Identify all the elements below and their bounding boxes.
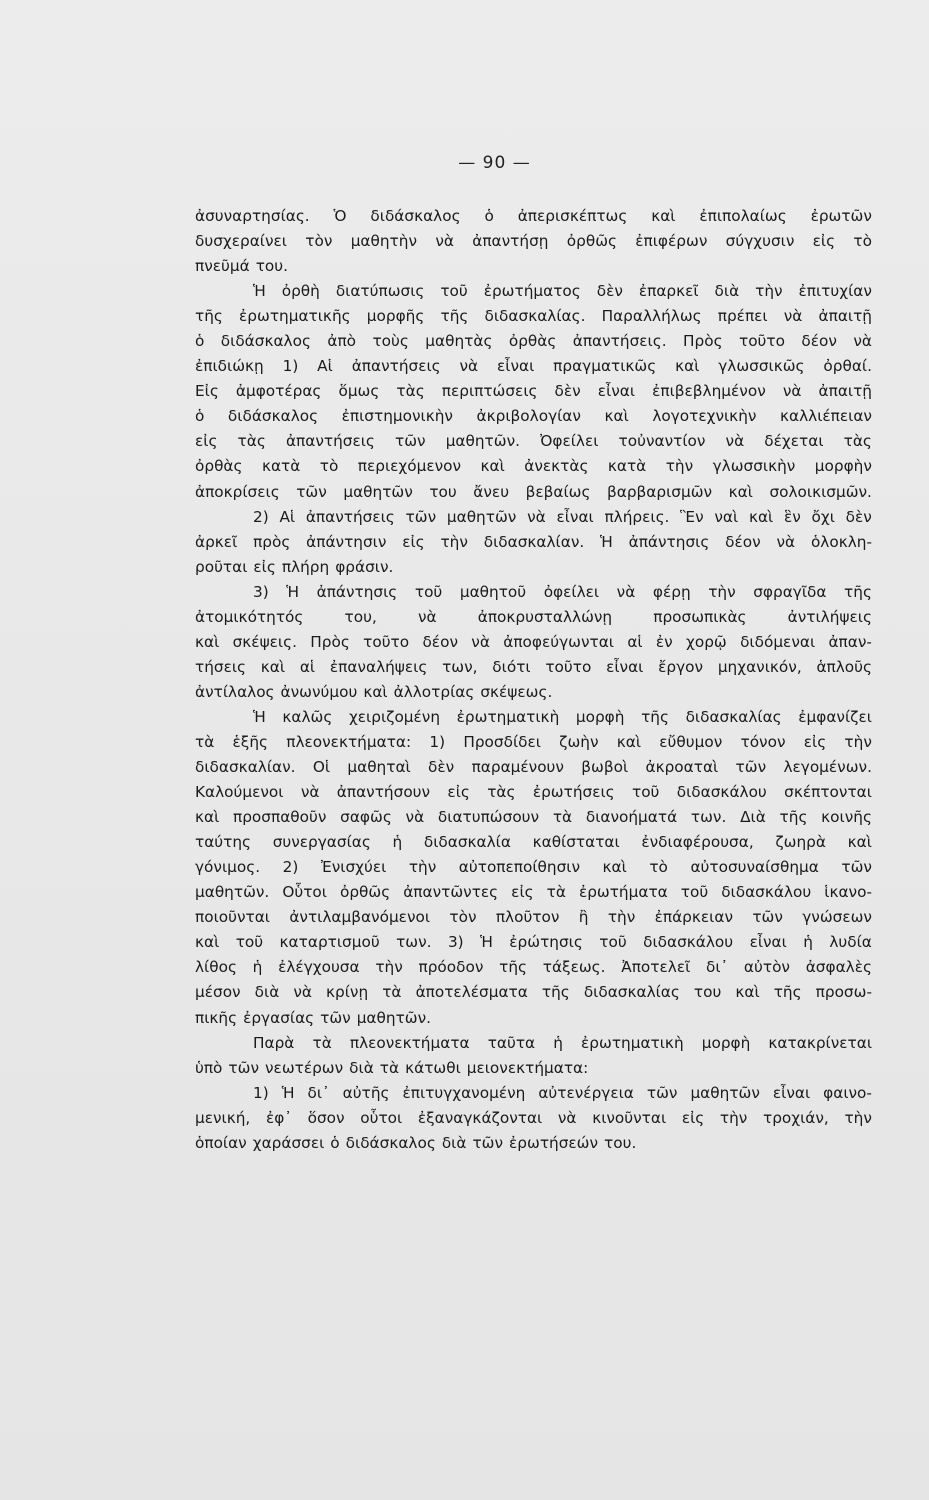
text-line: 2) Αἱ ἀπαντήσεις τῶν μαθητῶν νὰ εἶναι πλήρεις. Ἓν ναὶ καὶ ἓν ὄχι δὲν (253, 507, 872, 526)
text-line: Ἡ καλῶς χειριζομένη ἐρωτηματικὴ μορφὴ τῆς διδασκαλίας ἐμφανίζει (253, 707, 872, 726)
text-line: καὶ τοῦ καταρτισμοῦ των. 3) Ἡ ἐρώτησις τοῦ διδασκάλου εἶναι ἡ λυδία (195, 933, 872, 952)
text-line: Ἡ ὀρθὴ διατύπωσις τοῦ ἐρωτήματος δὲν ἐπαρκεῖ διὰ τὴν ἐπιτυχίαν (253, 282, 872, 301)
text-line: ὁ διδάσκαλος ἀπὸ τοὺς μαθητὰς ὀρθὰς ἀπαντήσεις. Πρὸς τοῦτο δέον νὰ (195, 332, 872, 351)
text-line: γόνιμος. 2) Ἐνισχύει τὴν αὐτοπεποίθησιν καὶ τὸ αὐτοσυναίσθημα τῶν (195, 858, 872, 877)
text-line: ἀντίλαλος ἀνωνύμου καὶ ἀλλοτρίας σκέψεως. (195, 682, 553, 701)
text-line: ἐπιδιώκῃ 1) Αἱ ἀπαντήσεις νὰ εἶναι πραγματικῶς καὶ γλωσσικῶς ὀρθαί. (195, 357, 872, 376)
page-number: — 90 — (458, 153, 531, 173)
text-line: Εἰς ἀμφοτέρας ὅμως τὰς περιπτώσεις δὲν εἶναι ἐπιβεβλημένον νὰ ἀπαιτῇ (195, 382, 872, 401)
text-line: ροῦται εἰς πλήρη φράσιν. (195, 557, 394, 576)
text-line: τῆς ἐρωτηματικῆς μορφῆς τῆς διδασκαλίας. Παραλλήλως πρέπει νὰ ἀπαιτῇ (195, 307, 872, 326)
text-line: ὀρθὰς κατὰ τὸ περιεχόμενον καὶ ἀνεκτὰς κατὰ τὴν γλωσσικὴν μορφὴν (195, 457, 872, 476)
text-line: πικῆς ἐργασίας τῶν μαθητῶν. (195, 1008, 431, 1027)
text-line: ἀσυναρτησίας. Ὁ διδάσκαλος ὁ ἀπερισκέπτως καὶ ἐπιπολαίως ἐρωτῶν (195, 207, 872, 225)
text-line: 1) Ἡ δι᾿ αὐτῆς ἐπιτυγχανομένη αὐτενέργεια τῶν μαθητῶν εἶναι φαινο- (253, 1083, 872, 1102)
text-line: ὁποίαν χαράσσει ὁ διδάσκαλος διὰ τῶν ἐρωτήσεών του. (195, 1133, 637, 1152)
text-line: ταύτης συνεργασίας ἡ διδασκαλία καθίσταται ἐνδιαφέρουσα, ζωηρὰ καὶ (195, 833, 872, 852)
text-line: ἀτομικότητός του, νὰ ἀποκρυσταλλώνῃ προσωπικὰς ἀντιλήψεις (195, 607, 872, 626)
text-line: Παρὰ τὰ πλεονεκτήματα ταῦτα ἡ ἐρωτηματικὴ μορφὴ κατακρίνεται (253, 1033, 872, 1052)
text-line: ὑπὸ τῶν νεωτέρων διὰ τὰ κάτωθι μειονεκτήματα: (195, 1058, 589, 1077)
text-line: τήσεις καὶ αἱ ἐπαναλήψεις των, διότι τοῦτο εἶναι ἔργον μηχανικόν, ἁπλοῦς (195, 657, 872, 676)
body-text (195, 204, 872, 1156)
text-line: Καλούμενοι νὰ ἀπαντήσουν εἰς τὰς ἐρωτήσεις τοῦ διδασκάλου σκέπτονται (195, 783, 872, 802)
text-line: ἀρκεῖ πρὸς ἀπάντησιν εἰς τὴν διδασκαλίαν. Ἡ ἀπάντησις δέον νὰ ὁλοκλη- (195, 532, 872, 551)
text-line: μαθητῶν. Οὗτοι ὀρθῶς ἀπαντῶντες εἰς τὰ ἐρωτήματα τοῦ διδασκάλου ἱκανο- (195, 883, 872, 902)
text-line: ἀποκρίσεις τῶν μαθητῶν του ἄνευ βεβαίως βαρβαρισμῶν καὶ σολοικισμῶν. (195, 482, 872, 501)
text-line: μενική, ἐφ᾿ ὅσον οὗτοι ἐξαναγκάζονται νὰ κινοῦνται εἰς τὴν τροχιάν, τὴν (195, 1108, 872, 1127)
text-line: ὁ διδάσκαλος ἐπιστημονικὴν ἀκριβολογίαν καὶ λογοτεχνικὴν καλλιέπειαν (195, 407, 872, 426)
text-line: καὶ σκέψεις. Πρὸς τοῦτο δέον νὰ ἀποφεύγωνται αἱ ἐν χορῷ διδόμεναι ἀπαν- (195, 632, 872, 651)
text-line: πνεῦμά του. (195, 257, 288, 276)
text-line: τὰ ἑξῆς πλεονεκτήματα: 1) Προσδίδει ζωὴν καὶ εὔθυμον τόνον εἰς τὴν (195, 732, 872, 751)
text-line: δυσχεραίνει τὸν μαθητὴν νὰ ἀπαντήσῃ ὀρθῶς ἐπιφέρων σύγχυσιν εἰς τὸ (195, 232, 872, 251)
text-line: εἰς τὰς ἀπαντήσεις τῶν μαθητῶν. Ὀφείλει τοὐναντίον νὰ δέχεται τὰς (195, 432, 872, 451)
text-line: 3) Ἡ ἀπάντησις τοῦ μαθητοῦ ὀφείλει νὰ φέρῃ τὴν σφραγῖδα τῆς (253, 582, 872, 601)
text-line: καὶ προσπαθοῦν σαφῶς νὰ διατυπώσουν τὰ διανοήματά των. Διὰ τῆς κοινῆς (195, 808, 872, 827)
text-line: μέσον διὰ νὰ κρίνῃ τὰ ἀποτελέσματα τῆς διδασκαλίας του καὶ τῆς προσω- (195, 983, 872, 1002)
text-line: ποιοῦνται ἀντιλαμβανόμενοι τὸν πλοῦτον ἢ τὴν ἐπάρκειαν τῶν γνώσεων (195, 908, 872, 927)
text-line: διδασκαλίαν. Οἱ μαθηταὶ δὲν παραμένουν βωβοὶ ἀκροαταὶ τῶν λεγομένων. (195, 758, 872, 777)
text-line: λίθος ἡ ἐλέγχουσα τὴν πρόοδον τῆς τάξεως. Ἀποτελεῖ δι᾿ αὐτὸν ἀσφαλὲς (195, 958, 872, 977)
